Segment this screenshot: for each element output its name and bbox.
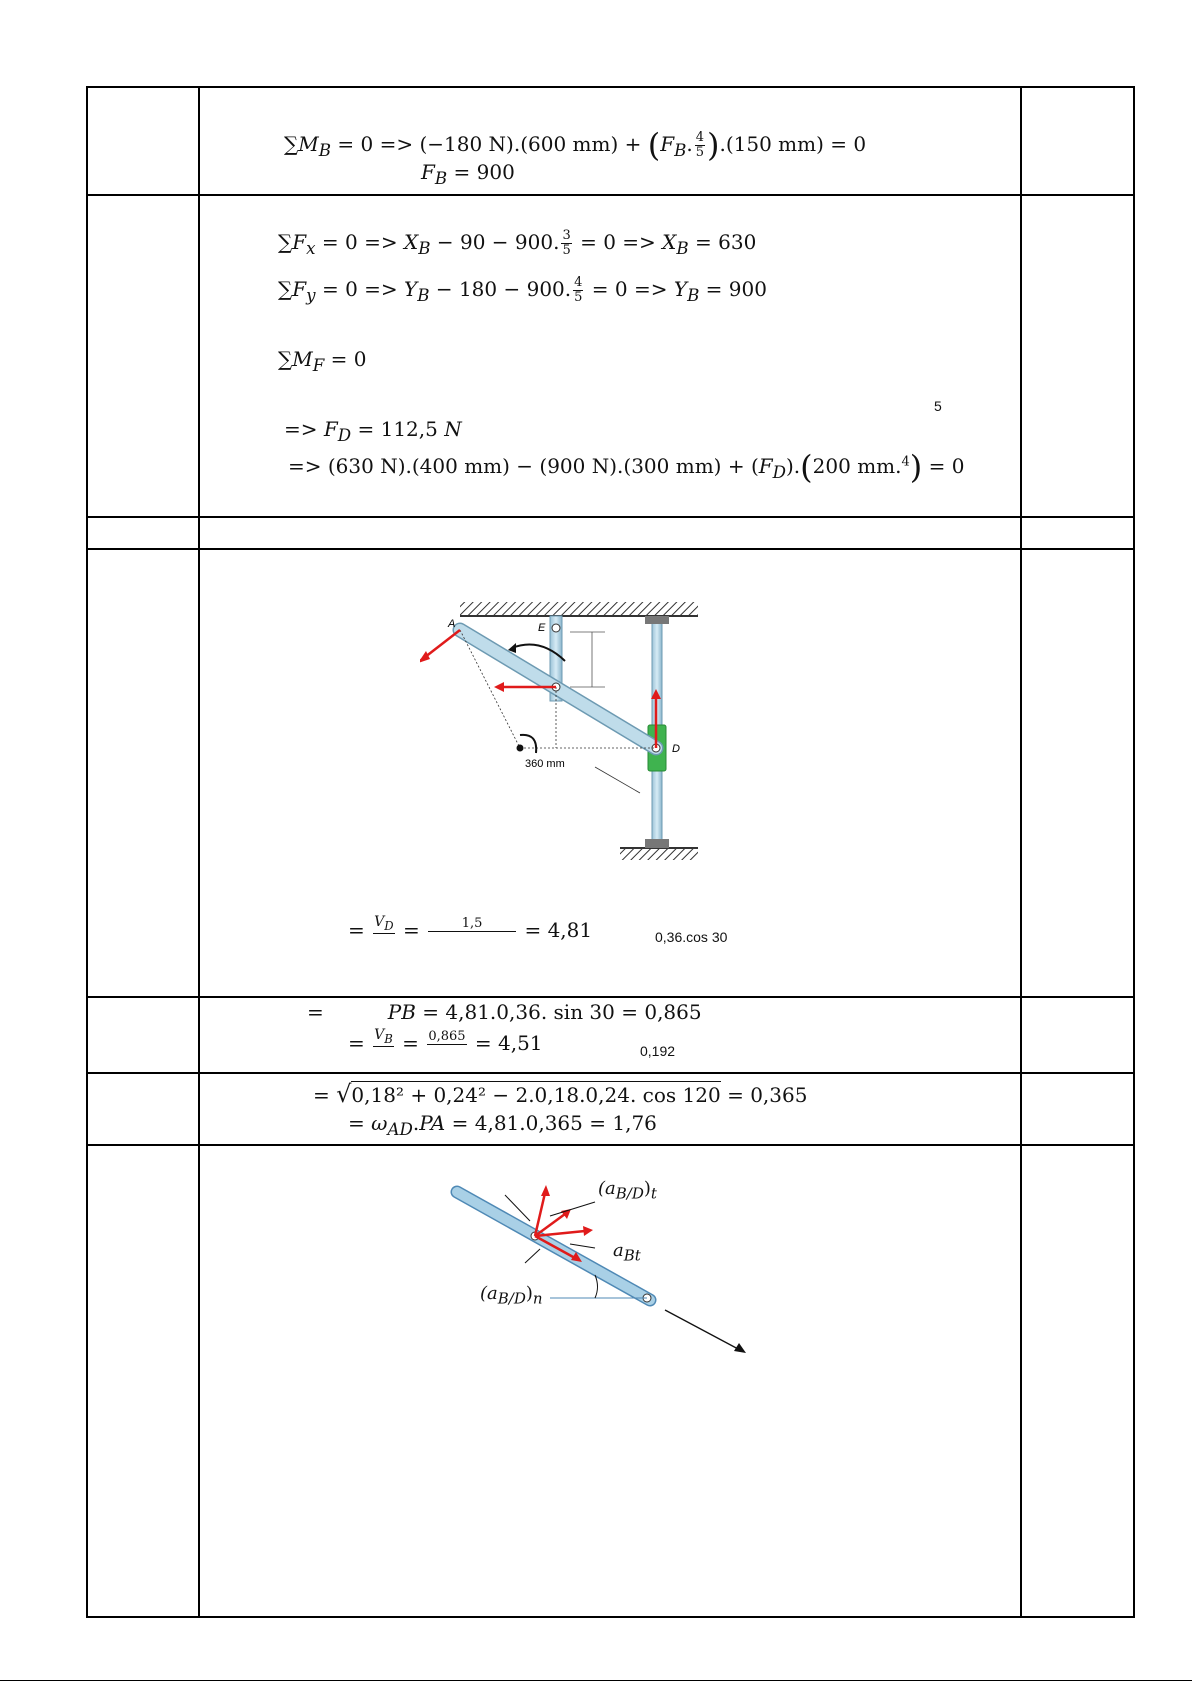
vb-equation: = PB = 4,81.0,36. sin 30 = 0,865 [307, 1000, 702, 1024]
moment-f-equation: => (630 N).(400 mm) − (900 N).(300 $mm) + (F_D).(200$ mm.$^4$) = 0 [288, 448, 965, 486]
pa-equation: = √0,18² + 0,24² − 2.0,18.0,24. cos 120 = 0,365 [313, 1080, 808, 1108]
label-abdn: $(a_{B/D})_n$ [480, 1283, 543, 1308]
table-rule [86, 86, 88, 1618]
label-a: A [448, 618, 456, 630]
direction-arrow [665, 1310, 740, 1350]
stray-number: 5 [934, 398, 942, 414]
instant-center [517, 745, 524, 752]
table-rule [86, 996, 1135, 998]
omega-ad-equation: = $V_D$ = 1,5 = 4,81 [348, 914, 593, 942]
top-mount [645, 616, 669, 624]
moment-b-equation: $\sum M_B = 0 => (-180$ N).(600 $mm) + (F_B$. $\frac{4}{5}$ ).(150 mm) = 0 [284, 126, 867, 164]
fb-result: $F_B = 900$ [421, 160, 515, 188]
table-rule [1020, 86, 1022, 1618]
sum-fx-equation: $\sum F_x = 0 => X_B - 90 - 900$. $\frac{3}{5}$ = $0 => X_B = 630$ [278, 228, 757, 258]
label-d: D [672, 743, 680, 755]
sum-fy-equation: $\sum F_y = 0 => Y_B - 180 - 900$. $\frac{4}{5}$ = $0 => Y_B = 900$ [278, 275, 767, 305]
bottom-mount [645, 839, 669, 848]
angle-arc [595, 1275, 598, 1298]
omega-be-denominator: 0,192 [640, 1043, 676, 1059]
table-rule [86, 86, 1135, 88]
label-e: E [538, 622, 546, 634]
page-footer-rule [0, 1680, 1192, 1681]
omega-ad-denominator: 0,36.cos 30 [655, 929, 728, 945]
floor-hatch [620, 848, 698, 860]
ceiling-hatch [460, 602, 698, 616]
table-rule [86, 548, 1135, 550]
fd-result: => $F_D = 112,5$ N [284, 417, 462, 445]
table-rule [86, 1072, 1135, 1074]
table-rule [86, 1616, 1135, 1618]
table-rule [86, 194, 1135, 196]
omega-be-equation: = $V_B$ = 0,865 = 4,51 [348, 1027, 543, 1055]
va-equation: = $\omega_{AD}.PA = 4,81.0,365 = 1,76$ [348, 1111, 657, 1139]
sum-mf-equation: $\sum M_F = 0$ [278, 347, 367, 375]
dim-360: 360 mm [525, 758, 565, 770]
table-rule [86, 1144, 1135, 1146]
mechanism-figure [420, 595, 720, 870]
pin-e [552, 624, 560, 632]
abdn-vector [535, 1236, 575, 1258]
table-rule [198, 86, 200, 1618]
table-rule [86, 516, 1135, 518]
label-abt: $a_{Bt}$ [613, 1240, 641, 1265]
label-abdt: $(a_{B/D})_t$ [598, 1178, 657, 1203]
table-rule [1133, 86, 1135, 1618]
